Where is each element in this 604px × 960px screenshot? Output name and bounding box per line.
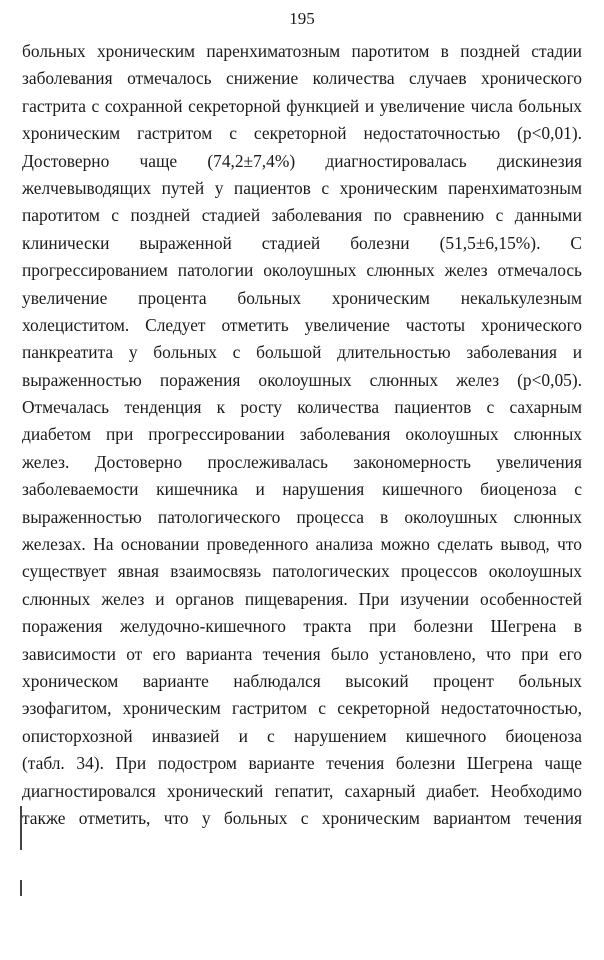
text-line: Достоверно чаще (74,2±7,4%) диагностировалась дискинезия [22, 150, 582, 171]
text-line: (табл. 34). При подостром варианте течения болезни Шегрена чаще [22, 753, 582, 774]
text-line: желез. Достоверно прослеживалась закономерность увеличения [22, 451, 582, 472]
text-line: увеличение процента больных хроническим некалькулезным [22, 287, 582, 308]
text-line: железах. На основании проведенного анализа можно сделать вывод, что [22, 534, 582, 555]
text-line: слюнных желез и органов пищеварения. При изучении особенностей [22, 588, 582, 609]
margin-scan-mark [20, 806, 22, 850]
text-line: описторхозной инвазией и с нарушением кишечного биоценоза [22, 725, 582, 746]
text-line: хроническом варианте наблюдался высокий процент больных [22, 670, 582, 691]
text-line: панкреатита у больных с большой длительностью заболевания и [22, 342, 582, 363]
text-line: существует явная взаимосвязь патологических процессов околоушных [22, 561, 582, 582]
text-line: эзофагитом, хроническим гастритом с секреторной недостаточностью, [22, 698, 582, 719]
text-line: прогрессированием патологии околоушных слюнных желез отмечалось [22, 260, 582, 281]
text-line: выраженностью поражения околоушных слюнных желез (p<0,05). [22, 369, 582, 390]
text-line: хроническим гастритом с секреторной недостаточностью (p<0,01). [22, 123, 582, 144]
body-text [22, 38, 582, 832]
text-line: заболевания отмечалось снижение количества случаев хронического [22, 68, 582, 89]
text-line: диабетом при прогрессировании заболевания околоушных слюнных [22, 424, 582, 445]
text-line: диагностировался хронический гепатит, сахарный диабет. Необходимо [22, 780, 582, 801]
text-line: холециститом. Следует отметить увеличение частоты хронического [22, 314, 582, 335]
text-line: желчевыводящих путей у пациентов с хроническим паренхиматозным [22, 177, 582, 198]
page-number: 195 [289, 9, 315, 28]
text-line: зависимости от его варианта течения было установлено, что при его [22, 643, 582, 664]
text-line: гастрита с сохранной секреторной функцией и увеличение числа больных [22, 95, 582, 116]
text-line: также отметить, что у больных с хроническим вариантом течения [22, 807, 582, 828]
text-line: заболеваемости кишечника и нарушения кишечного биоценоза с [22, 479, 582, 500]
text-line: клинически выраженной стадией болезни (51,5±6,15%). С [22, 232, 582, 253]
text-line: паротитом с поздней стадией заболевания по сравнению с данными [22, 205, 582, 226]
text-line: поражения желудочно-кишечного тракта при болезни Шегрена в [22, 616, 582, 637]
text-line: больных хроническим паренхиматозным паротитом в поздней стадии [22, 41, 582, 61]
margin-scan-mark [20, 880, 22, 896]
text-line: Отмечалась тенденция к росту количества пациентов с сахарным [22, 397, 582, 418]
text-line: выраженностью патологического процесса в околоушных слюнных [22, 506, 582, 527]
